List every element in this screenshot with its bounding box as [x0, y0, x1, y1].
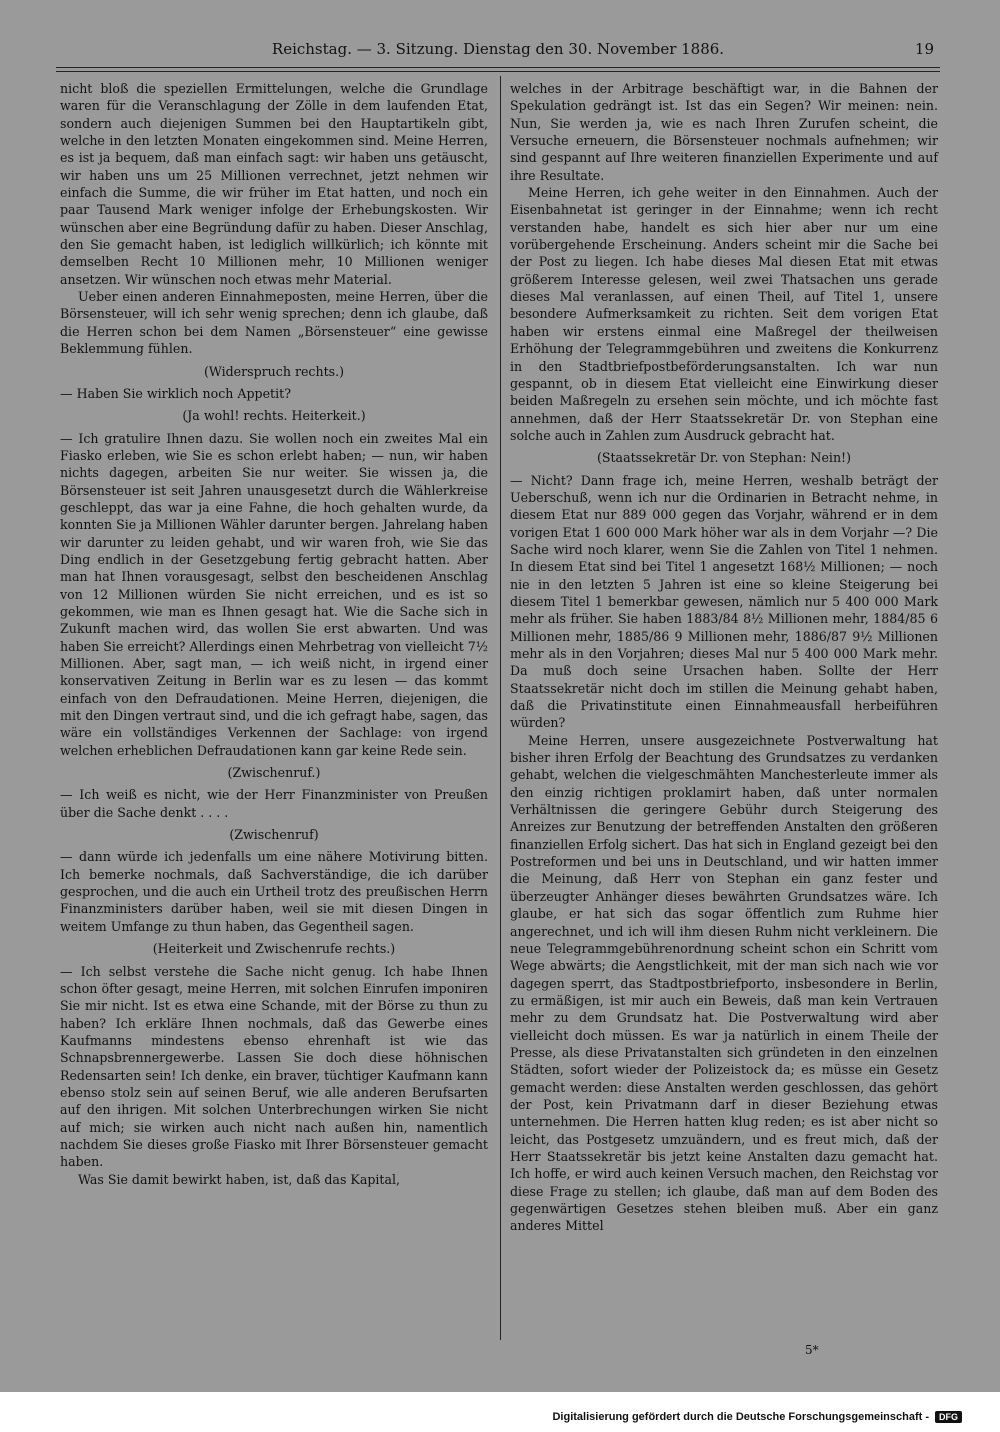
- paragraph: — dann würde ich jedenfalls um eine nähere Motivirung bitten. Ich bemerke nochmals, daß Sachverständige, die ich darüber gesprochen, und die auch ein Urtheil trotz des preußischen Herrn Finanzministers darüber haben, weil sie mit diesen Dingen in weitem Umfange zu thun haben, das Gegentheil sagen.: [60, 849, 488, 934]
- interjection: (Staatssekretär Dr. von Stephan: Nein!): [596, 450, 852, 466]
- paragraph: Ueber einen anderen Einnahmeposten, meine Herren, über die Börsensteuer, will ich sehr wenig sprechen; denn ich glaube, daß die Herren schon bei dem Namen „Börsensteuer“ eine gewisse Beklemmung fühlen.: [60, 289, 488, 357]
- interjection: (Widerspruch rechts.): [203, 363, 345, 379]
- paragraph: — Ich weiß es nicht, wie der Herr Finanzminister von Preußen über die Sache denkt . . . .: [60, 787, 488, 820]
- running-header: [56, 36, 940, 64]
- header-title: Reichstag. — 3. Sitzung. Dienstag den 30. November 1886.: [271, 40, 725, 58]
- interjection: (Ja wohl! rechts. Heiterkeit.): [182, 408, 366, 424]
- page-number: 19: [914, 40, 934, 58]
- interjection: (Zwischenruf): [229, 827, 319, 843]
- column-divider: [500, 76, 501, 1340]
- paragraph: welches in der Arbitrage beschäftigt war, in die Bahnen der Spekulation gedrängt ist. Ist das ein Segen? Wir meinen: nein. Nun, Sie werden ja, wie es nach Ihren Zurufen scheint, die Versuche erneuern, die Börsensteuer nochmals aufnehmen; wir sind gespannt auf Ihre weiteren finanziellen Experimente und auf ihre Resultate.: [510, 81, 938, 183]
- paragraph: Was Sie damit bewirkt haben, ist, daß das Kapital,: [78, 1171, 401, 1187]
- paragraph: — Nicht? Dann frage ich, meine Herren, weshalb beträgt der Ueberschuß, wenn ich nur die Ordinarien in Betracht nehme, in diesem Etat nur 889 000 gegen das Vorjahr, während er in dem vorigen Etat 1 600 000 Mark höher war als in dem Vorjahr —? Die Sache wird noch klarer, wenn Sie die Zahlen von Titel 1 nehmen. In diesem Etat sind bei Titel 1 angesetzt 168½ Millionen; — noch nie in den letzten 5 Jahren ist eine so kleine Steigerung bei diesem Titel 1 bemerkbar gewesen, nämlich nur 5 400 000 Mark mehr als früher. Sie haben 1883/84 8½ Millionen mehr, 1884/85 6 Millionen mehr, 1885/86 9 Millionen mehr, 1886/87 9½ Millionen mehr als in den Vorjahren; dieses Mal nur 5 400 000 Mark mehr. Da muß doch seine Ursachen haben. Sollte der Herr Staatssekretär nicht doch im stillen die Meinung gehabt haben, daß die Privatinstitute einen Einnahmeausfall herbeiführen würden?: [510, 472, 938, 731]
- footer: [552, 1409, 962, 1425]
- signature-mark: 5*: [805, 1343, 819, 1357]
- dfg-logo-icon: DFG: [935, 1411, 962, 1423]
- header-rule: [56, 67, 940, 68]
- paragraph: — Ich selbst verstehe die Sache nicht genug. Ich habe Ihnen schon öfter gesagt, meine Herren, mit solchen Einrufen imponiren Sie mir nicht. Ist es etwa eine Schande, mit der Börse zu thun zu haben? Ich erkläre Ihnen nochmals, daß das Gewerbe eines Kaufmanns mindestens ebenso ehrenhaft ist wie das Schnapsbrennergewerbe. Lassen Sie doch diese höhnischen Redensarten sein! Ich denke, ein braver, tüchtiger Kaufmann kann ebenso stolz sein auf seinen Beruf, wie alle anderen Berufsarten auf den ihrigen. Mit solchen Unterbrechungen wirken Sie nicht auf mich; sie wirken auch nicht nach außen hin, namentlich nachdem Sie dieses große Fiasko mit Ihrer Börsensteuer gemacht haben.: [60, 963, 488, 1170]
- right-column: [510, 80, 938, 1235]
- interjection: (Heiterkeit und Zwischenrufe rechts.): [152, 941, 396, 957]
- paragraph: — Ich gratulire Ihnen dazu. Sie wollen noch ein zweites Mal ein Fiasko erleben, wie Sie es schon erlebt haben; — nun, wir haben nichts dagegen, arbeiten Sie nur weiter. Sie wissen ja, die Börsensteuer ist seit Jahren unausgesetzt durch die Wählerkreise geschleppt, das war ja eine Fahne, die hoch gehalten wurde, da konnten Sie ja Millionen Wähler darunter bergen. Jahrelang haben wir darunter zu leiden gehabt, und wir waren froh, wie Sie das Ding endlich in der Gesetzgebung fertig gebracht hatten. Aber man hat Ihnen vorausgesagt, selbst den bescheidenen Anschlag von 12 Millionen würden Sie nicht erreichen, und es ist so gekommen, wie man es Ihnen gesagt hat. Wie die Sache sich in Zukunft machen wird, das wollen Sie erst abwarten. Und was haben Sie erreicht? Allerdings einen Mehrbetrag von vielleicht 7½ Millionen. Aber, sagt man, — ich weiß nicht, in irgend einer konservativen Zeitung in Berlin war es zu lesen — das kommt einfach von den Defraudationen. Meine Herren, diejenigen, die mit den Dingen vertraut sind, und die ich gefragt habe, sagen, das wäre ein vollständiges Verkennen der Sachlage: von irgend welchen erheblichen Defraudationen kann gar keine Rede sein.: [60, 430, 488, 758]
- left-column: [60, 80, 488, 1188]
- paragraph: nicht bloß die speziellen Ermittelungen, welche die Grundlage waren für die Veranschlagung der Zölle in dem laufenden Etat, sondern auch diejenigen Summen bei den Hauptartikeln gibt, welche in den letzten Monaten eingekommen sind. Meine Herren, es ist ja bequem, daß man einfach sagt: wir haben uns getäuscht, wir haben uns um 25 Millionen verrechnet, jetzt nehmen wir einfach die Summe, die wir früher im Etat hatten, und noch ein paar Tausend Mark weniger infolge der Erhebungskosten. Wir wünschen aber eine Begründung dafür zu haben. Dieser Anschlag, den Sie gemacht haben, ist lediglich willkürlich; ich könnte mit demselben Recht 10 Millionen mehr, 10 Millionen weniger ansetzen. Wir wünschen noch etwas mehr Material.: [60, 81, 488, 287]
- interjection: (Zwischenruf.): [227, 765, 321, 781]
- footer-text: Digitalisierung gefördert durch die Deutsche Forschungsgemeinschaft -: [552, 1411, 929, 1423]
- paragraph: Meine Herren, unsere ausgezeichnete Postverwaltung hat bisher ihren Erfolg der Beachtung des Grundsatzes zu verdanken gehabt, welchen die vielgeschmähten Manchesterleute immer als den einzig richtigen proklamirt haben, daß unter normalen Verhältnissen die geringere Gebühr durch Steigerung des Anreizes zur Benutzung der betreffenden Anstalten den größeren finanziellen Erfolg sichert. Das hat sich in England gezeigt bei den Postreformen und bei uns in Deutschland, und wir hatten immer die Meinung, daß Herr von Stephan ein ganz fester und überzeugter Anhänger dieses bewährten Grundsatzes wäre. Ich glaube, er hat sich das sogar öffentlich zum Ruhme hier angerechnet, und ich will ihm diesen Ruhm nicht verkleinern. Die neue Telegrammgebührenordnung scheint schon ein Schritt vom Wege abwärts; die Aengstlichkeit, mit der man sich nach wie vor dagegen sperrt, das Stadtpostbriefporto, insbesondere in Berlin, zu ermäßigen, ist mir auch ein Beweis, daß man kein Vertrauen mehr zu dem Grundsatz hat. Die Postverwaltung wird aber vielleicht doch müssen. Es war ja natürlich in einem Theile der Presse, als diese Privatanstalten sich gründeten in den einzelnen Städten, sofort wieder der Polizeistock da; es müsse ein Gesetz gemacht werden: diese Anstalten werden geschlossen, das gehört der Post, kein Privatmann darf in dieser Beziehung etwas unternehmen. Die Herren hatten klug reden; es ist aber nicht so leicht, das Postgesetz umzuändern, und es freut mich, daß der Herr Staatssekretär bis jetzt keine Anstalten dazu gemacht hat. Ich hoffe, er wird auch keinen Versuch machen, den Reichstag vor diese Frage zu stellen; ich glaube, daß man auf dem Boden des gegenwärtigen Gesetzes stehen bleiben muß. Aber ein ganz anderes Mittel: [510, 732, 938, 1234]
- header-rule-thin: [56, 71, 940, 72]
- paragraph: Meine Herren, ich gehe weiter in den Einnahmen. Auch der Eisenbahnetat ist geringer in der Einnahme; wenn ich recht verstanden habe, handelt es sich hier aber nur um eine vorübergehende Erscheinung. Anders scheint mir die Sache bei der Post zu liegen. Ich habe dieses Mal diesen Etat mit etwas größerem Interesse gelesen, weil zwei Thatsachen uns gerade dieses Mal veranlassen, auf einen Theil, auf Titel 1, unsere besondere Aufmerksamkeit zu richten. Seit dem vorigen Etat haben wir erstens einmal eine Maßregel der theilweisen Erhöhung der Telegrammgebühren und zweitens die Konkurrenz in den Stadtbriefpostbeförderungsanstalten. Ich war nun gespannt, ob in diesem Etat vielleicht eine Einwirkung dieser beiden Maßregeln zu ersehen sein möchte, und ich möchte fast annehmen, daß der Herr Staatssekretär Dr. von Stephan eine solche auch in Zahlen zum Ausdruck gebracht hat.: [510, 185, 938, 443]
- paragraph: — Haben Sie wirklich noch Appetit?: [60, 385, 291, 401]
